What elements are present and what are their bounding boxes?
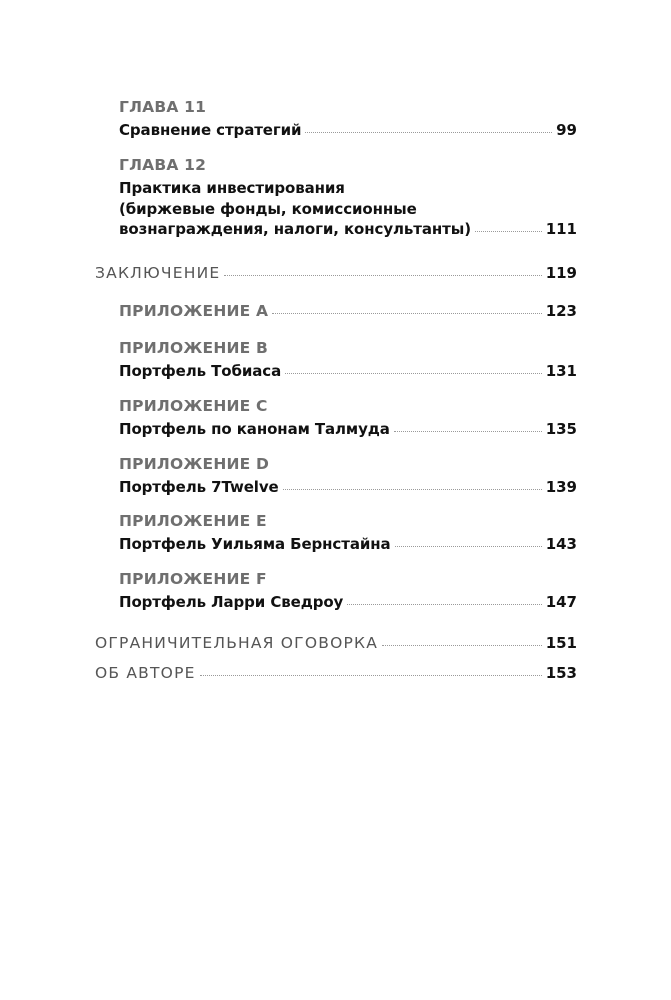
toc-entry-appendix-a[interactable]: [119, 301, 577, 321]
dot-leader: [283, 489, 542, 490]
entry-title: ПРИЛОЖЕНИЕ A: [119, 302, 269, 320]
dot-leader: [395, 546, 542, 547]
entry-title-line-1: Практика инвестирования: [119, 179, 345, 197]
dot-leader: [200, 675, 542, 676]
toc-entry-chapter-12[interactable]: [119, 219, 577, 239]
dot-leader: [382, 645, 542, 646]
toc-entry-disclaimer[interactable]: [95, 633, 577, 653]
entry-title: Портфель 7Twelve: [119, 478, 279, 496]
page-number: 147: [545, 593, 577, 611]
chapter-12-label: ГЛАВА 12: [119, 156, 207, 174]
appendix-e-label: ПРИЛОЖЕНИЕ E: [119, 512, 267, 530]
page-number: 119: [545, 264, 577, 282]
entry-title: ОБ АВТОРЕ: [95, 664, 196, 682]
entry-title: Портфель Тобиаса: [119, 362, 282, 380]
toc-entry-conclusion[interactable]: [95, 263, 577, 283]
appendix-f-label: ПРИЛОЖЕНИЕ F: [119, 570, 267, 588]
entry-title: Портфель по канонам Талмуда: [119, 420, 390, 438]
toc-entry-appendix-b[interactable]: [119, 361, 577, 381]
dot-leader: [347, 604, 541, 605]
toc-entry-appendix-f[interactable]: [119, 592, 577, 612]
page-number: 135: [545, 420, 577, 438]
entry-title-line-2: (биржевые фонды, комиссионные: [119, 200, 417, 218]
entry-title-line-3: вознаграждения, налоги, консультанты): [119, 220, 471, 238]
page-number: 99: [556, 121, 577, 139]
page-number: 111: [545, 220, 577, 238]
page-number: 131: [545, 362, 577, 380]
page-number: 139: [545, 478, 577, 496]
entry-title: Портфель Ларри Сведроу: [119, 593, 344, 611]
page-number: 151: [545, 634, 577, 652]
entry-title: ОГРАНИЧИТЕЛЬНАЯ ОГОВОРКА: [95, 634, 379, 652]
dot-leader: [475, 231, 542, 232]
toc-entry-appendix-e[interactable]: [119, 534, 577, 554]
appendix-d-label: ПРИЛОЖЕНИЕ D: [119, 455, 270, 473]
toc-entry-appendix-c[interactable]: [119, 419, 577, 439]
toc-entry-chapter-11[interactable]: [119, 120, 577, 140]
appendix-c-label: ПРИЛОЖЕНИЕ C: [119, 397, 268, 415]
entry-title: ЗАКЛЮЧЕНИЕ: [95, 264, 221, 282]
page-number: 153: [545, 664, 577, 682]
dot-leader: [285, 373, 542, 374]
appendix-b-label: ПРИЛОЖЕНИЕ B: [119, 339, 269, 357]
entry-title: Сравнение стратегий: [119, 121, 302, 139]
dot-leader: [224, 275, 541, 276]
page-number: 123: [545, 302, 577, 320]
entry-title: Портфель Уильяма Бернстайна: [119, 535, 391, 553]
dot-leader: [394, 431, 542, 432]
page-number: 143: [545, 535, 577, 553]
chapter-11-label: ГЛАВА 11: [119, 98, 207, 116]
dot-leader: [272, 313, 541, 314]
toc-entry-about-author[interactable]: [95, 663, 577, 683]
toc-entry-appendix-d[interactable]: [119, 477, 577, 497]
dot-leader: [305, 132, 552, 133]
